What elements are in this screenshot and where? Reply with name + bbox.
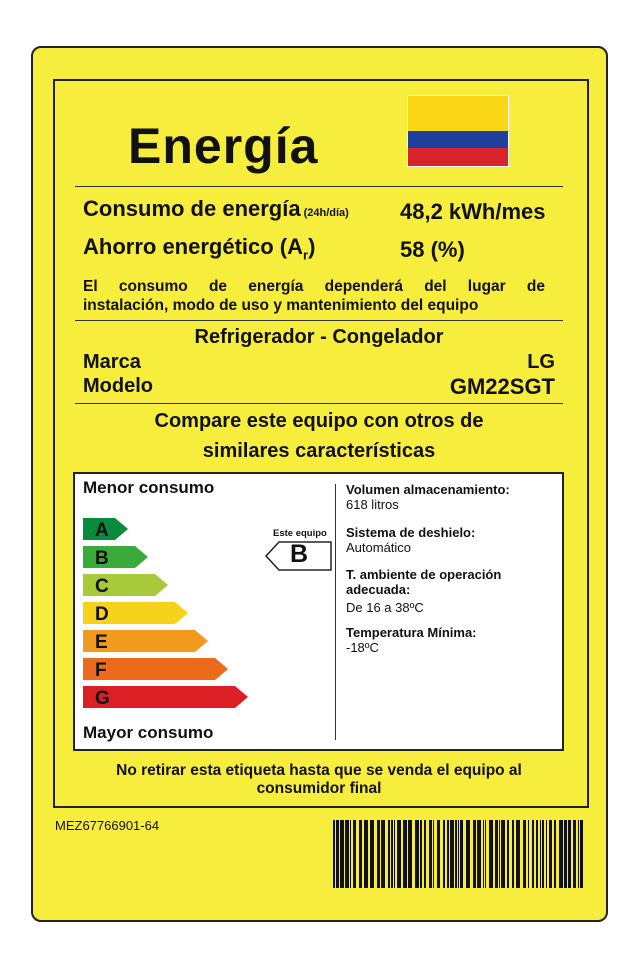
efficiency-letter-e: E: [95, 632, 108, 653]
modelo-label: Modelo: [83, 375, 153, 397]
efficiency-bar-d: [83, 601, 189, 625]
consumo-value: 48,2 kWh/mes: [400, 199, 546, 224]
modelo-value: GM22SGT: [449, 374, 555, 399]
consumo-label: Consumo de energía (24h/día): [83, 196, 349, 221]
spec-ambient: T. ambiente de operación adecuada: De 16 a 38ºC: [346, 567, 502, 615]
menor-consumo-label: Menor consumo: [83, 478, 215, 497]
ahorro-value: 58 (%): [400, 237, 465, 262]
efficiency-letter-a: A: [95, 520, 109, 541]
spec-volume: Volumen almacenamiento: 618 litros: [346, 482, 510, 512]
note-line-1: El consumo de energía dependerá del lugar de: [83, 278, 545, 295]
compare-line-2: similares características: [202, 440, 436, 462]
efficiency-bar-c: [83, 573, 169, 597]
efficiency-bar-f: [83, 657, 229, 681]
footer-line-1: No retirar esta etiqueta hasta que se venda el equipo al: [116, 762, 522, 779]
barcode-icon: [333, 820, 587, 888]
efficiency-letter-b: B: [95, 548, 109, 569]
compare-line-1: Compare este equipo con otros de: [154, 410, 484, 432]
divider: [75, 320, 563, 321]
marca-label: Marca: [83, 351, 141, 373]
efficiency-bar-a: [83, 517, 129, 541]
spec-defrost: Sistema de deshielo: Automático: [346, 525, 476, 555]
divider: [75, 186, 563, 187]
efficiency-letter-d: D: [95, 604, 109, 625]
part-number: MEZ67766901-64: [55, 818, 160, 833]
efficiency-bar-g: [83, 685, 249, 709]
note-line-2: instalación, modo de uso y mantenimiento del equipo: [83, 297, 479, 314]
mayor-consumo-label: Mayor consumo: [83, 723, 214, 742]
footer-line-2: consumidor final: [256, 780, 382, 797]
label-title: Energía: [128, 118, 319, 174]
spec-min-temp: Temperatura Mínima: -18ºC: [346, 625, 477, 655]
efficiency-bar-e: [83, 629, 209, 653]
colombia-flag-icon: [407, 95, 509, 167]
efficiency-letter-f: F: [95, 660, 107, 681]
efficiency-letter-c: C: [95, 576, 109, 597]
this-equipment-class: B: [290, 540, 309, 568]
product-type: Refrigerador - Congelador: [194, 326, 444, 348]
efficiency-bar-b: [83, 545, 149, 569]
efficiency-letter-g: G: [95, 688, 110, 709]
divider: [75, 403, 563, 404]
box-divider: [335, 484, 336, 740]
marca-value: LG: [527, 351, 555, 373]
this-equipment-label: Este equipo: [273, 528, 327, 539]
ahorro-label: Ahorro energético $(A_r)$: [83, 234, 316, 263]
